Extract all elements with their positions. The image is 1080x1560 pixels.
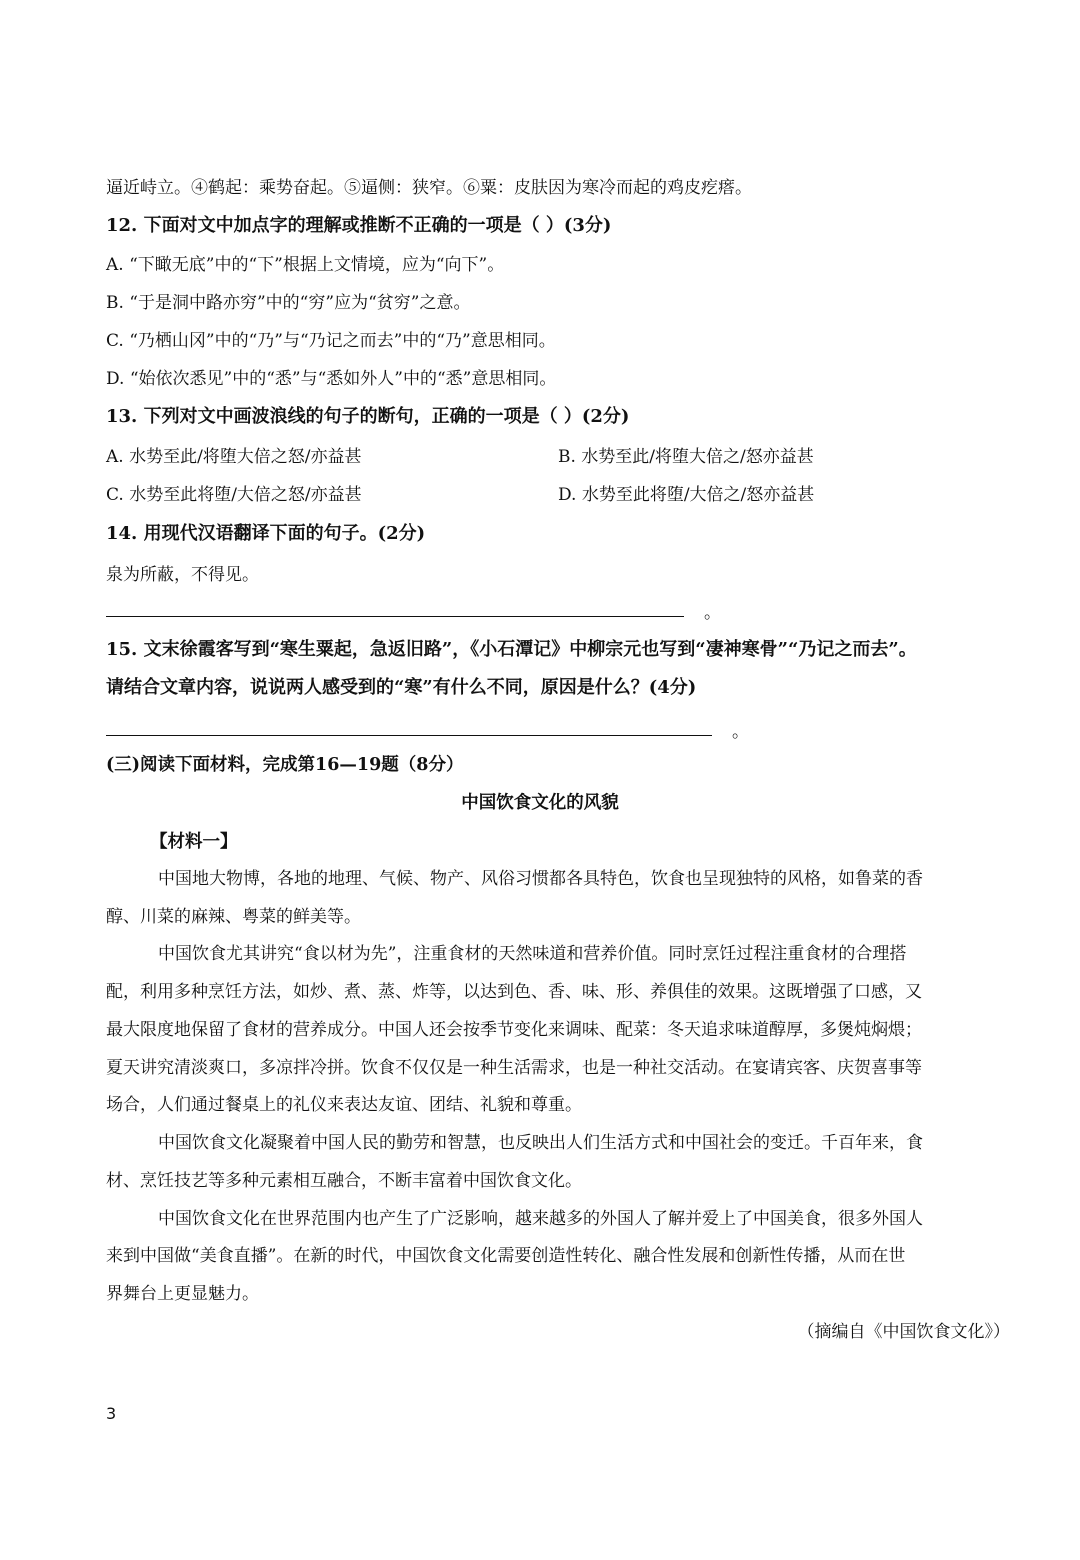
page-number: 3 (106, 1404, 117, 1423)
question-15-line1: 15. 文末徐霞客写到“寒生粟起，急返旧路”，《小石潭记》中柳宗元也写到“凄神寒骨”“乃记之而去”。 (106, 639, 917, 660)
material-1-label: 【材料一】 (150, 832, 238, 852)
q12-option-d: D. “始依次悉见”中的“悉”与“悉如外人”中的“悉”意思相同。 (106, 369, 557, 389)
q15-answer-line[interactable] (106, 735, 712, 736)
source-citation: （摘编自《中国饮食文化》） (797, 1322, 1010, 1342)
paragraph-2-line5: 场合，人们通过餐桌上的礼仪来表达友谊、团结、礼貌和尊重。 (106, 1095, 582, 1115)
q12-option-b: B. “于是洞中路亦穷”中的“穷”应为“贫穷”之意。 (106, 293, 471, 313)
q14-period: 。 (704, 603, 721, 623)
question-13: 13. 下列对文中画波浪线的句子的断句，正确的一项是（ ）(2分) (106, 406, 630, 427)
section-3-heading: (三)阅读下面材料，完成第16—19题（8分） (106, 755, 464, 775)
q15-period: 。 (732, 722, 749, 742)
question-12: 12. 下面对文中加点字的理解或推断不正确的一项是（ ）(3分) (106, 215, 612, 236)
paragraph-1-line1: 中国地大物博，各地的地理、气候、物产、风俗习惯都各具特色，饮食也呈现独特的风格，如鲁菜的香 (158, 869, 923, 889)
paragraph-4-line1: 中国饮食文化在世界范围内也产生了广泛影响，越来越多的外国人了解并爱上了中国美食，很多外国人 (158, 1209, 923, 1229)
paragraph-4-line2: 来到中国做“美食直播”。在新的时代，中国饮食文化需要创造性转化、融合性发展和创新性传播，从而在世 (106, 1246, 906, 1266)
question-14: 14. 用现代汉语翻译下面的句子。(2分) (106, 523, 426, 544)
footnote-line: 逼近峙立。④鹤起：乘势奋起。⑤逼侧：狭窄。⑥粟：皮肤因为寒冷而起的鸡皮疙瘩。 (106, 178, 752, 198)
q13-option-d: D. 水势至此将堕/大倍之/怒亦益甚 (558, 485, 815, 505)
paragraph-2-line1: 中国饮食尤其讲究“食以材为先”，注重食材的天然味道和营养价值。同时烹饪过程注重食材的合理搭 (158, 944, 907, 964)
paragraph-4-line3: 界舞台上更显魅力。 (106, 1284, 259, 1304)
q12-option-c: C. “乃栖山冈”中的“乃”与“乃记之而去”中的“乃”意思相同。 (106, 331, 556, 351)
paragraph-2-line4: 夏天讲究清淡爽口，多凉拌冷拼。饮食不仅仅是一种生活需求，也是一种社交活动。在宴请宾客、庆贺喜事等 (106, 1058, 922, 1078)
article-title: 中国饮食文化的风貌 (461, 793, 619, 813)
paragraph-3-line1: 中国饮食文化凝聚着中国人民的勤劳和智慧，也反映出人们生活方式和中国社会的变迁。千百年来，食 (158, 1133, 923, 1153)
q12-option-a: A. “下瞰无底”中的“下”根据上文情境，应为“向下”。 (106, 255, 505, 275)
paragraph-1-line2: 醇、川菜的麻辣、粤菜的鲜美等。 (106, 907, 361, 927)
question-15-line2: 请结合文章内容，说说两人感受到的“寒”有什么不同，原因是什么？(4分) (106, 677, 697, 698)
paragraph-2-line3: 最大限度地保留了食材的营养成分。中国人还会按季节变化来调味、配菜：冬天追求味道醇厚，多煲炖焖煨； (106, 1020, 922, 1040)
paragraph-2-line2: 配，利用多种烹饪方法，如炒、煮、蒸、炸等，以达到色、香、味、形、养俱佳的效果。这既增强了口感，又 (106, 982, 922, 1002)
paragraph-3-line2: 材、烹饪技艺等多种元素相互融合，不断丰富着中国饮食文化。 (106, 1171, 582, 1191)
q13-option-a: A. 水势至此/将堕大倍之怒/亦益甚 (106, 447, 362, 467)
q14-sentence: 泉为所蔽，不得见。 (106, 565, 259, 585)
q13-option-b: B. 水势至此/将堕大倍之/怒亦益甚 (558, 447, 814, 467)
q13-option-c: C. 水势至此将堕/大倍之怒/亦益甚 (106, 485, 362, 505)
q14-answer-line[interactable] (106, 616, 684, 617)
